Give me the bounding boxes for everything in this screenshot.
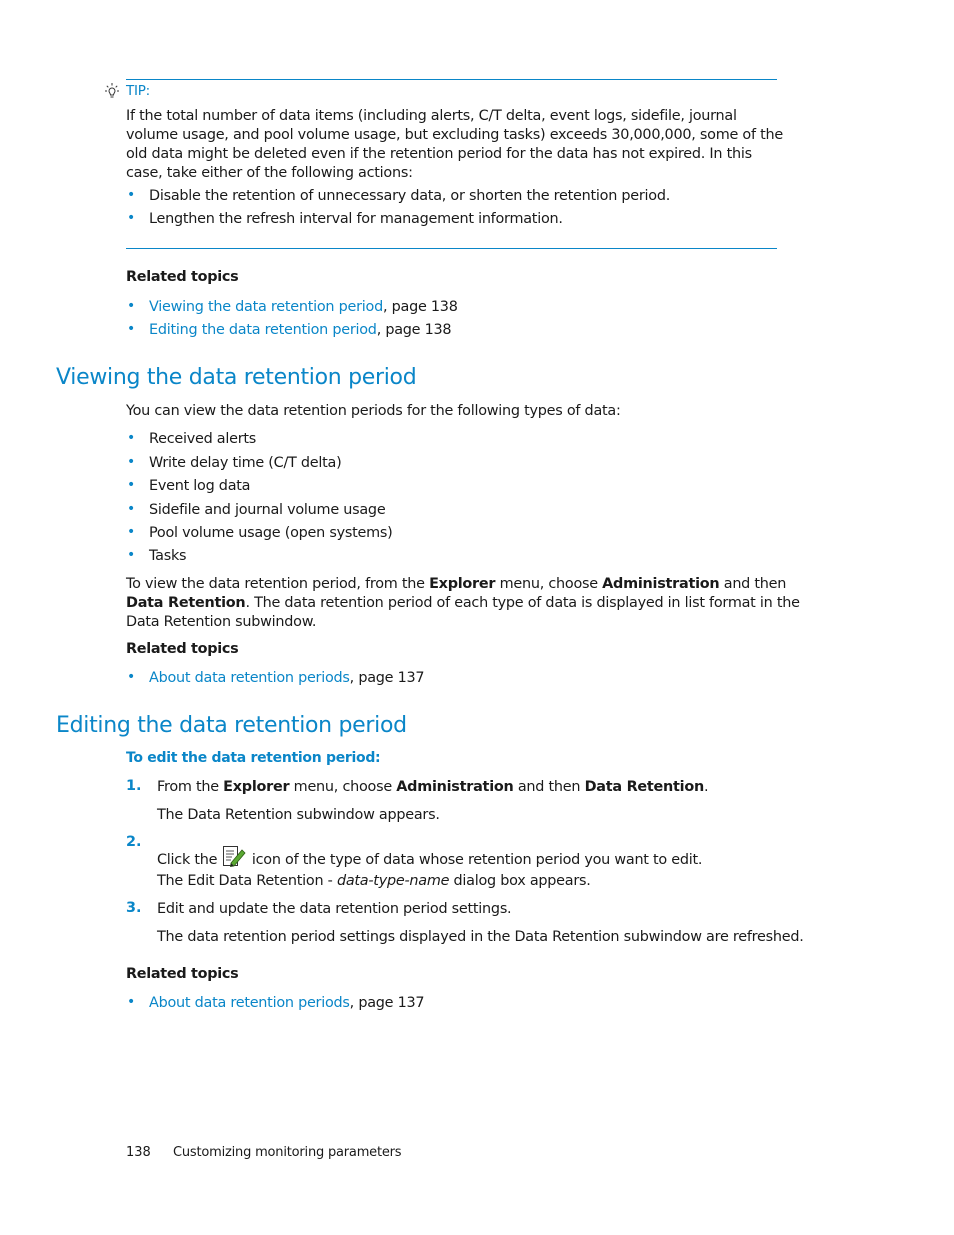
menu-explorer: Explorer (429, 576, 496, 592)
text-run: . The data retention period of each type of data is displayed in list format in the Data Retention subwindow. (126, 595, 800, 630)
link-viewing-retention[interactable]: Viewing the data retention period (149, 299, 383, 315)
menu-data-retention: Data Retention (126, 595, 246, 611)
tip-label: TIP: (126, 83, 150, 99)
bullet-marker: • (127, 501, 136, 517)
text-run: and then (719, 576, 787, 592)
tip-bottom-rule (126, 248, 777, 249)
bullet-marker: • (127, 210, 136, 226)
step-1-text (157, 778, 708, 797)
step-number: 2. (126, 834, 142, 850)
viewing-intro: You can view the data retention periods for the following types of data: (126, 403, 621, 419)
step-3-text: Edit and update the data retention period settings. (157, 901, 512, 917)
menu-data-retention: Data Retention (584, 779, 704, 795)
text-run: Click the (157, 852, 222, 868)
tip-bullet-1: Disable the retention of unnecessary data, or shorten the retention period. (149, 188, 671, 204)
menu-explorer: Explorer (223, 779, 290, 795)
page-number: 138 (126, 1145, 151, 1160)
bullet-marker: • (127, 547, 136, 563)
bullet-marker: • (127, 298, 136, 314)
viewing-paragraph (126, 575, 816, 632)
text-run: menu, choose (495, 576, 603, 592)
text-run: The Edit Data Retention - (157, 873, 337, 889)
link-about-retention[interactable]: About data retention periods (149, 995, 350, 1011)
lightbulb-icon (102, 82, 122, 102)
step-1-result: The Data Retention subwindow appears. (157, 807, 440, 823)
related-item (149, 298, 458, 317)
step-2-text (157, 844, 702, 870)
tip-bullet-2: Lengthen the refresh interval for management information. (149, 211, 563, 227)
text-run: menu, choose (289, 779, 397, 795)
page-ref: , page 137 (349, 670, 425, 686)
link-about-retention[interactable]: About data retention periods (149, 670, 350, 686)
text-run: From the (157, 779, 224, 795)
tip-body: If the total number of data items (including alerts, C/T delta, event logs, sidefile, journal volume usage, and pool volume usage, but excluding tasks) exceeds 30,000,000, some of the old data might be deleted even if the retention period for the data has not expired. In this case, take either of the following actions: (126, 108, 783, 181)
bullet-marker: • (127, 524, 136, 540)
data-type-item: Event log data (149, 478, 251, 494)
related-topics-heading: Related topics (126, 269, 239, 285)
page-ref: , page 138 (376, 322, 452, 338)
related-item (149, 321, 451, 340)
link-editing-retention[interactable]: Editing the data retention period (149, 322, 377, 338)
tip-top-rule (126, 79, 777, 80)
text-run: To view the data retention period, from the (126, 576, 430, 592)
bullet-marker: • (127, 321, 136, 337)
text-run: dialog box appears. (449, 873, 591, 889)
step-number: 3. (126, 900, 142, 916)
bullet-marker: • (127, 430, 136, 446)
bullet-marker: • (127, 454, 136, 470)
data-type-item: Pool volume usage (open systems) (149, 525, 393, 541)
data-type-item: Tasks (149, 548, 187, 564)
data-type-item: Write delay time (C/T delta) (149, 455, 342, 471)
data-type-item: Received alerts (149, 431, 257, 447)
related-item (149, 669, 424, 688)
bullet-marker: • (127, 994, 136, 1010)
text-run: icon of the type of data whose retention period you want to edit. (247, 852, 703, 868)
text-run: and then (513, 779, 585, 795)
related-topics-heading: Related topics (126, 966, 239, 982)
page-ref: , page 137 (349, 995, 425, 1011)
text-run: . (704, 779, 709, 795)
footer-section-title: Customizing monitoring parameters (173, 1145, 402, 1160)
step-3-result: The data retention period settings displayed in the Data Retention subwindow are refreshed. (157, 929, 804, 945)
section-title-viewing: Viewing the data retention period (56, 365, 417, 390)
bullet-marker: • (127, 477, 136, 493)
menu-administration: Administration (602, 576, 720, 592)
edit-pencil-icon (222, 844, 246, 868)
dialog-name-variable: data-type-name (336, 873, 450, 889)
related-topics-heading: Related topics (126, 641, 239, 657)
procedure-heading: To edit the data retention period: (126, 750, 381, 766)
step-number: 1. (126, 778, 142, 794)
step-2-result (157, 872, 591, 891)
menu-administration: Administration (396, 779, 514, 795)
bullet-marker: • (127, 187, 136, 203)
page-ref: , page 138 (382, 299, 458, 315)
related-item (149, 994, 424, 1013)
bullet-marker: • (127, 669, 136, 685)
section-title-editing: Editing the data retention period (56, 713, 407, 738)
data-type-item: Sidefile and journal volume usage (149, 502, 386, 518)
